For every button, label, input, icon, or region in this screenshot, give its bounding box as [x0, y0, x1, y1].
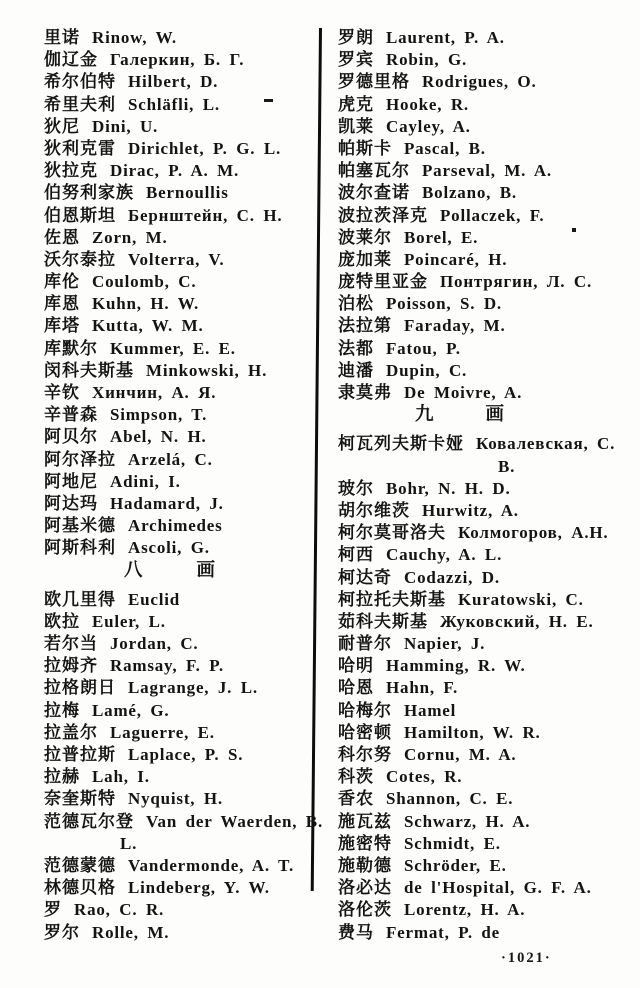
- section-header: [44, 560, 314, 582]
- entry-chinese-name: 辛钦: [44, 383, 80, 402]
- entry-western-name: Simpson, T.: [110, 405, 208, 425]
- entry-western-name: Bolzano, B.: [422, 183, 517, 203]
- index-entry: [44, 537, 314, 559]
- index-entry: [44, 271, 314, 293]
- entry-chinese-name: 茹科夫斯基: [338, 611, 428, 631]
- index-entry: [338, 589, 636, 611]
- index-entry: [44, 493, 314, 515]
- index-entry: [44, 449, 314, 471]
- entry-western-name: Pascal, B.: [404, 138, 486, 158]
- entry-chinese-name: 阿基米德: [44, 516, 116, 536]
- entry-chinese-name: 罗德里格: [338, 72, 410, 92]
- entry-chinese-name: 玻尔: [338, 478, 374, 498]
- entry-western-name: Hamel: [404, 700, 457, 720]
- entry-western-name: Archimedes: [128, 516, 223, 536]
- entry-western-name: Borel, E.: [404, 227, 479, 247]
- entry-chinese-name: 阿达玛: [44, 493, 98, 513]
- index-entry: [338, 677, 636, 699]
- entry-chinese-name: 法都: [338, 338, 374, 358]
- index-entry: [44, 315, 314, 337]
- entry-western-name: Ковалевская, С.: [476, 434, 616, 454]
- entry-western-name: Laguerre, E.: [110, 722, 215, 742]
- entry-western-name: Hilbert, D.: [128, 72, 219, 92]
- entry-chinese-name: 阿贝尔: [44, 427, 98, 447]
- index-entry: [338, 500, 636, 522]
- index-entry: [338, 338, 636, 360]
- entry-western-name: Hooke, R.: [386, 94, 469, 114]
- index-entry: [44, 227, 314, 249]
- entry-chinese-name: 伯恩斯坦: [44, 205, 116, 225]
- index-entry: [338, 227, 636, 249]
- entry-western-name: Hamming, R. W.: [386, 656, 526, 676]
- entry-western-name: Nyquist, H.: [128, 789, 223, 809]
- index-entry: [44, 471, 314, 493]
- index-entry: [338, 766, 636, 788]
- index-entry: [338, 522, 636, 544]
- entry-western-name: Adini, I.: [110, 471, 181, 491]
- scan-artifact-dash: [264, 99, 273, 102]
- index-entry: [338, 922, 636, 944]
- index-entry: [44, 71, 314, 93]
- scan-artifact-dot: [572, 228, 576, 232]
- entry-chinese-name: 拉梅: [44, 700, 80, 720]
- entry-chinese-name: 哈密顿: [338, 722, 392, 742]
- index-column-right: [338, 27, 636, 944]
- index-entry: [44, 182, 314, 204]
- index-entry: [338, 27, 636, 49]
- entry-chinese-name: 柯达奇: [338, 567, 392, 587]
- index-entry: [338, 567, 636, 589]
- index-entry: [338, 71, 636, 93]
- entry-western-name: Lindeberg, Y. W.: [128, 878, 270, 898]
- entry-chinese-name: 罗朗: [338, 28, 374, 47]
- index-entry: [44, 404, 314, 426]
- entry-western-name: Cayley, A.: [386, 116, 471, 136]
- index-entry: [44, 677, 314, 699]
- entry-chinese-name: 施瓦兹: [338, 811, 392, 831]
- index-entry: [44, 138, 314, 160]
- index-entry: [44, 744, 314, 766]
- entry-chinese-name: 凯莱: [338, 116, 374, 136]
- entry-western-name: Rinow, W.: [92, 28, 177, 47]
- index-entry: [338, 293, 636, 315]
- index-entry: [338, 899, 636, 921]
- index-entry: [338, 722, 636, 744]
- index-entry: [338, 160, 636, 182]
- entry-continuation: L.: [120, 833, 138, 853]
- entry-chinese-name: 沃尔泰拉: [44, 249, 116, 269]
- entry-western-name: Zorn, M.: [92, 227, 168, 247]
- entry-chinese-name: 胡尔维茨: [338, 500, 410, 520]
- entry-chinese-name: 虎克: [338, 94, 374, 114]
- entry-western-name: Lamé, G.: [92, 700, 170, 720]
- entry-chinese-name: 希里夫利: [44, 94, 116, 114]
- entry-western-name: Lagrange, J. L.: [128, 678, 258, 698]
- index-entry: [338, 315, 636, 337]
- index-entry: [44, 94, 314, 116]
- index-entry: [44, 49, 314, 71]
- entry-chinese-name: 法拉第: [338, 316, 392, 336]
- entry-western-name: Abel, N. H.: [110, 427, 207, 447]
- index-entry: [44, 293, 314, 315]
- entry-chinese-name: 辛普森: [44, 405, 98, 425]
- index-entry: [44, 700, 314, 722]
- entry-western-name: Parseval, M. A.: [422, 161, 552, 181]
- entry-western-name: Понтрягин, Л. С.: [440, 272, 593, 292]
- entry-chinese-name: 佐恩: [44, 227, 80, 247]
- index-entry: [44, 382, 314, 404]
- entry-western-name: Euclid: [128, 589, 181, 609]
- index-entry: [338, 833, 636, 855]
- page-number: ·1021·: [501, 950, 552, 966]
- entry-western-name: Codazzi, D.: [404, 567, 500, 587]
- entry-chinese-name: 伯努利家族: [44, 183, 134, 203]
- entry-western-name: Laurent, P. A.: [386, 28, 505, 47]
- entry-western-name: Pollaczek, F.: [440, 205, 545, 225]
- entry-western-name: Cauchy, A. L.: [386, 545, 503, 565]
- entry-chinese-name: 欧拉: [44, 611, 80, 631]
- entry-chinese-name: 库恩: [44, 294, 80, 314]
- entry-western-name: Dirac, P. A. M.: [110, 161, 240, 181]
- entry-western-name: Van der Waerden, B.: [146, 811, 323, 831]
- entry-chinese-name: 库塔: [44, 316, 80, 336]
- index-entry: [338, 811, 636, 833]
- index-entry: [338, 382, 636, 404]
- entry-chinese-name: 狄拉克: [44, 161, 98, 181]
- index-entry: [338, 478, 636, 500]
- index-entry: [338, 655, 636, 677]
- index-entry: [44, 722, 314, 744]
- entry-chinese-name: 施密特: [338, 833, 392, 853]
- index-entry: [44, 249, 314, 271]
- entry-chinese-name: 库默尔: [44, 338, 98, 358]
- index-entry: [338, 138, 636, 160]
- entry-chinese-name: 哈恩: [338, 678, 374, 698]
- entry-western-name: Laplace, P. S.: [128, 745, 244, 764]
- entry-western-name: Coulomb, C.: [92, 272, 197, 292]
- index-entry: [338, 360, 636, 382]
- entry-western-name: Cornu, M. A.: [404, 745, 517, 764]
- entry-chinese-name: 狄利克雷: [44, 138, 116, 158]
- entry-chinese-name: 林德贝格: [44, 878, 116, 898]
- index-entry: [44, 160, 314, 182]
- entry-chinese-name: 拉盖尔: [44, 722, 98, 742]
- entry-western-name: Hadamard, J.: [110, 493, 224, 513]
- entry-western-name: Poincaré, H.: [404, 249, 508, 269]
- index-entry: [338, 49, 636, 71]
- entry-western-name: Ascoli, G.: [128, 538, 210, 558]
- entry-western-name: Kummer, E. E.: [110, 338, 236, 358]
- entry-western-name: Bohr, N. H. D.: [386, 478, 511, 498]
- index-entry: [338, 182, 636, 204]
- section-header-char: 画: [485, 405, 505, 426]
- entry-chinese-name: 庞加莱: [338, 249, 392, 269]
- entry-chinese-name: 洛伦茨: [338, 900, 392, 920]
- entry-chinese-name: 帕塞瓦尔: [338, 161, 410, 181]
- entry-chinese-name: 波莱尔: [338, 227, 392, 247]
- entry-western-name: Faraday, M.: [404, 316, 506, 336]
- entry-western-name: Schröder, E.: [404, 855, 507, 875]
- entry-western-name: Галеркин, Б. Г.: [110, 50, 245, 70]
- entry-chinese-name: 罗尔: [44, 922, 80, 942]
- entry-western-name: Хинчин, А. Я.: [92, 383, 217, 402]
- index-entry: [338, 116, 636, 138]
- entry-western-name: Bernoullis: [146, 183, 229, 203]
- index-entry: [338, 433, 636, 455]
- entry-western-name: Колмогоров, А.Н.: [458, 523, 609, 543]
- index-entry: [338, 249, 636, 271]
- index-entry: [44, 116, 314, 138]
- entry-western-name: Minkowski, H.: [146, 360, 268, 380]
- entry-chinese-name: 罗: [44, 900, 62, 920]
- entry-chinese-name: 若尔当: [44, 634, 98, 654]
- entry-western-name: Kuhn, H. W.: [92, 294, 199, 314]
- entry-chinese-name: 哈明: [338, 656, 374, 676]
- index-entry: [338, 855, 636, 877]
- entry-chinese-name: 泊松: [338, 294, 374, 314]
- entry-western-name: Napier, J.: [404, 634, 486, 654]
- entry-continuation: В.: [498, 456, 516, 476]
- entry-western-name: Volterra, V.: [128, 249, 225, 269]
- index-entry: [44, 360, 314, 382]
- entry-chinese-name: 洛必达: [338, 878, 392, 898]
- index-entry: [44, 426, 314, 448]
- index-entry: [44, 611, 314, 633]
- entry-chinese-name: 范德蒙德: [44, 855, 116, 875]
- entry-chinese-name: 伽辽金: [44, 50, 98, 70]
- index-entry: [338, 271, 636, 293]
- entry-western-name: Poisson, S. D.: [386, 294, 502, 314]
- entry-chinese-name: 范德瓦尔登: [44, 811, 134, 831]
- entry-chinese-name: 庞特里亚金: [338, 272, 428, 292]
- entry-chinese-name: 拉格朗日: [44, 678, 116, 698]
- index-entry: [44, 338, 314, 360]
- entry-western-name: Rodrigues, O.: [422, 72, 537, 92]
- entry-chinese-name: 拉普拉斯: [44, 745, 116, 764]
- index-entry: [44, 922, 314, 944]
- entry-chinese-name: 里诺: [44, 28, 80, 47]
- entry-chinese-name: 闵科夫斯基: [44, 360, 134, 380]
- section-header-char: 画: [196, 560, 216, 581]
- index-entry: [44, 766, 314, 788]
- entry-western-name: Fatou, P.: [386, 338, 461, 358]
- entry-western-name: Rolle, M.: [92, 922, 170, 942]
- index-entry: [44, 655, 314, 677]
- entry-chinese-name: 罗宾: [338, 50, 374, 70]
- entry-chinese-name: 费马: [338, 922, 374, 942]
- entry-chinese-name: 拉赫: [44, 767, 80, 787]
- entry-western-name: de l'Hospital, G. F. A.: [404, 878, 592, 898]
- index-column-left: [44, 27, 323, 944]
- index-entry: [338, 700, 636, 722]
- entry-western-name: Schläfli, L.: [128, 94, 220, 114]
- entry-western-name: Schwarz, H. A.: [404, 811, 531, 831]
- index-entry: [44, 811, 323, 833]
- entry-chinese-name: 库伦: [44, 272, 80, 292]
- entry-western-name: De Moivre, A.: [404, 383, 523, 402]
- entry-chinese-name: 欧几里得: [44, 589, 116, 609]
- entry-chinese-name: 波尔查诺: [338, 183, 410, 203]
- entry-western-name: Жуковский, Н. Е.: [440, 611, 594, 631]
- entry-western-name: Lah, I.: [92, 767, 150, 787]
- entry-chinese-name: 柯尔莫哥洛夫: [338, 523, 446, 543]
- entry-chinese-name: 迪潘: [338, 360, 374, 380]
- index-entry: [338, 788, 636, 810]
- entry-western-name: Euler, L.: [92, 611, 166, 631]
- entry-chinese-name: 拉姆齐: [44, 656, 98, 676]
- entry-chinese-name: 科尔努: [338, 745, 392, 764]
- entry-western-name: Kuratowski, C.: [458, 589, 584, 609]
- entry-western-name: Robin, G.: [386, 50, 468, 70]
- index-entry: [44, 205, 314, 227]
- section-header-char: 八: [124, 560, 143, 581]
- entry-chinese-name: 耐普尔: [338, 634, 392, 654]
- entry-western-name: Hamilton, W. R.: [404, 722, 541, 742]
- entry-chinese-name: 奈奎斯特: [44, 789, 116, 809]
- index-entry: [44, 788, 314, 810]
- entry-western-name: Schmidt, E.: [404, 833, 501, 853]
- index-entry: [338, 611, 636, 633]
- entry-western-name: Cotes, R.: [386, 767, 463, 787]
- entry-chinese-name: 阿尔泽拉: [44, 449, 116, 469]
- entry-chinese-name: 施勒德: [338, 855, 392, 875]
- index-entry: [44, 589, 314, 611]
- index-entry: [44, 515, 314, 537]
- entry-western-name: Бернштейн, С. Н.: [128, 205, 283, 225]
- entry-western-name: Rao, C. R.: [74, 900, 165, 920]
- entry-chinese-name: 哈梅尔: [338, 700, 392, 720]
- entry-western-name: Ramsay, F. P.: [110, 656, 224, 676]
- entry-chinese-name: 香农: [338, 789, 374, 809]
- entry-chinese-name: 柯拉托夫斯基: [338, 589, 446, 609]
- index-entry: [338, 205, 636, 227]
- entry-western-name: Kutta, W. M.: [92, 316, 204, 336]
- entry-western-name: Dini, U.: [92, 116, 159, 136]
- entry-western-name: Hurwitz, A.: [422, 500, 519, 520]
- entry-western-name: Hahn, F.: [386, 678, 459, 698]
- entry-chinese-name: 波拉茨泽克: [338, 205, 428, 225]
- entry-western-name: Arzelá, C.: [128, 449, 213, 469]
- entry-western-name: Fermat, P. de: [386, 922, 501, 942]
- index-entry: [338, 877, 636, 899]
- entry-western-name: Dupin, C.: [386, 360, 468, 380]
- index-entry: [338, 744, 636, 766]
- entry-chinese-name: 柯西: [338, 545, 374, 565]
- entry-chinese-name: 帕斯卡: [338, 138, 392, 158]
- index-entry: [44, 877, 314, 899]
- entry-western-name: Vandermonde, A. T.: [128, 855, 295, 875]
- index-entry: [44, 855, 314, 877]
- entry-western-name: Dirichlet, P. G. L.: [128, 138, 282, 158]
- entry-western-name: Lorentz, H. A.: [404, 900, 526, 920]
- section-header-char: 九: [415, 405, 434, 426]
- index-entry: [338, 94, 636, 116]
- entry-chinese-name: 阿地尼: [44, 471, 98, 491]
- index-entry: [338, 633, 636, 655]
- section-header: [338, 404, 636, 426]
- entry-chinese-name: 科茨: [338, 767, 374, 787]
- entry-western-name: Jordan, C.: [110, 634, 199, 654]
- entry-chinese-name: 隶莫弗: [338, 383, 392, 402]
- entry-western-name: Shannon, C. E.: [386, 789, 514, 809]
- index-entry: [44, 27, 314, 49]
- index-entry: [44, 899, 314, 921]
- entry-chinese-name: 阿斯科利: [44, 538, 116, 558]
- index-entry: [44, 633, 314, 655]
- index-entry: [338, 544, 636, 566]
- entry-chinese-name: 狄尼: [44, 116, 80, 136]
- entry-chinese-name: 柯瓦列夫斯卡娅: [338, 434, 464, 454]
- entry-chinese-name: 希尔伯特: [44, 72, 116, 92]
